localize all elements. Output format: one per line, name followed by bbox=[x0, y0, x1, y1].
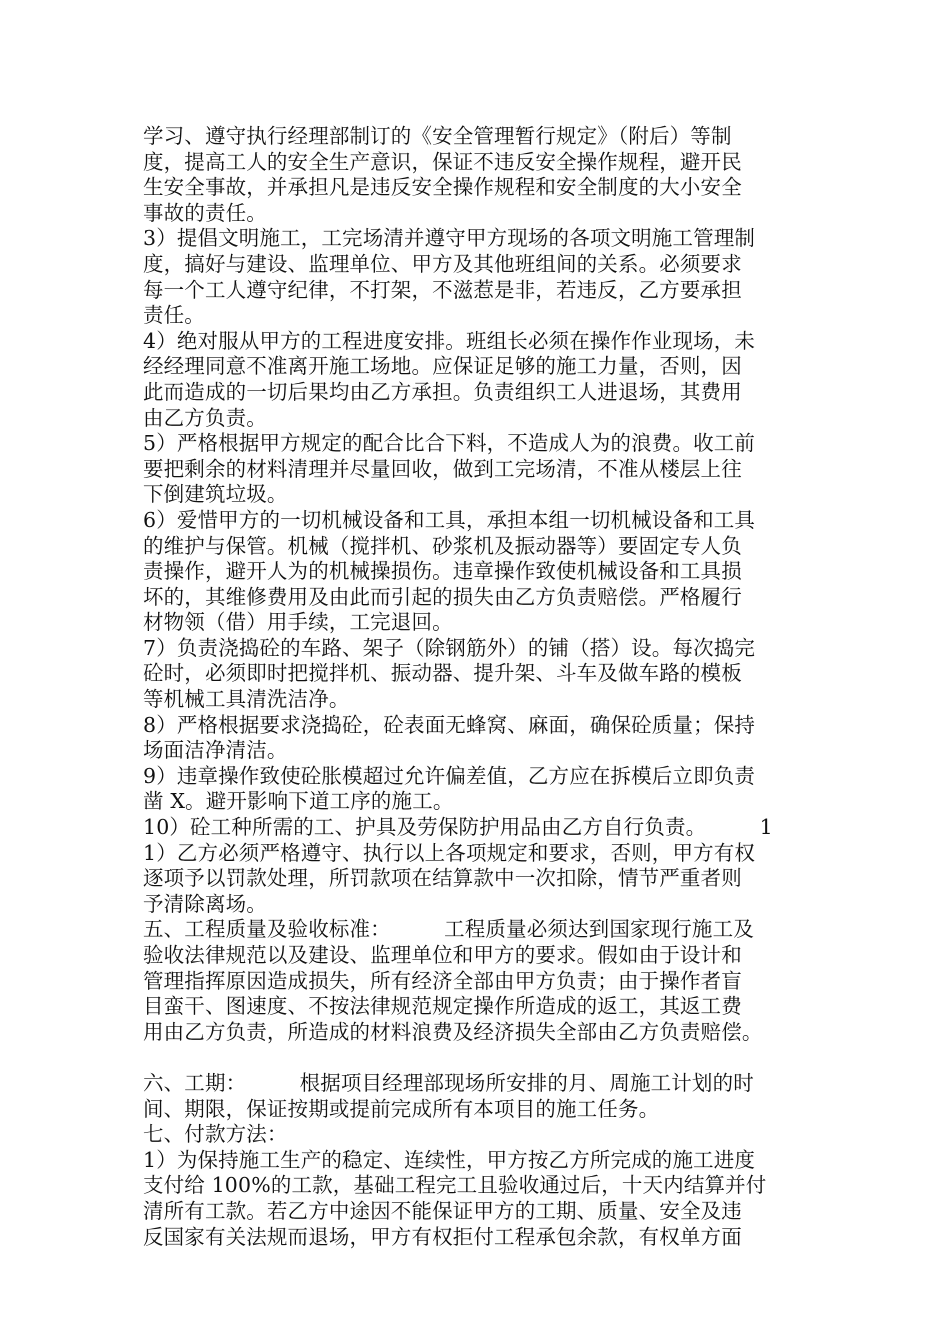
text-line: 反国家有关法规而退场，甲方有权拒付工程承包余款，有权单方面 bbox=[143, 1224, 742, 1249]
text-line: 6）爱惜甲方的一切机械设备和工具，承担本组一切机械设备和工具 bbox=[143, 507, 756, 532]
document-body bbox=[143, 124, 823, 1250]
text-line: 要把剩余的材料清理并尽量回收，做到工完场清，不准从楼层上往 bbox=[143, 456, 742, 481]
text-line: 目蛮干、图速度、不按法律规范规定操作所造成的返工，其返工费 bbox=[143, 994, 742, 1019]
text-line: 管理指挥原因造成损失，所有经济全部由甲方负责；由于操作者盲 bbox=[143, 968, 742, 993]
text-line: 间、期限，保证按期或提前完成所有本项目的施工任务。 bbox=[143, 1096, 660, 1121]
text-line: 七、付款方法： bbox=[143, 1122, 288, 1147]
text-line: 逐项予以罚款处理，所罚款项在结算款中一次扣除，情节严重者则 bbox=[143, 866, 742, 891]
text-line: 事故的责任。 bbox=[143, 200, 267, 225]
text-line: 学习、遵守执行经理部制订的《安全管理暂行规定》（附后）等制 bbox=[143, 124, 732, 148]
text-line: 经经理同意不准离开施工场地。应保证足够的施工力量，否则，因 bbox=[143, 354, 742, 379]
text-line: 由乙方负责。 bbox=[143, 405, 267, 430]
blank-line bbox=[143, 1045, 823, 1071]
text-line: 责操作，避开人为的机械操损伤。违章操作致使机械设备和工具损 bbox=[143, 559, 742, 584]
text-line: 责任。 bbox=[143, 303, 205, 328]
text-line: 用由乙方负责，所造成的材料浪费及经济损失全部由乙方负责赔偿。 bbox=[143, 1019, 763, 1044]
text-line: 此而造成的一切后果均由乙方承担。负责组织工人进退场，其费用 bbox=[143, 379, 742, 404]
text-line: 五、工程质量及验收标准： 工程质量必须达到国家现行施工及 bbox=[143, 917, 754, 942]
text-line: 3）提倡文明施工，工完场清并遵守甲方现场的各项文明施工管理制 bbox=[143, 226, 756, 251]
text-line: 支付给 100%的工款，基础工程完工且验收通过后，十天内结算并付 bbox=[143, 1173, 767, 1198]
text-line: 1）乙方必须严格遵守、执行以上各项规定和要求，否则，甲方有权 bbox=[143, 840, 756, 865]
text-line: 砼时，必须即时把搅拌机、振动器、提升架、斗车及做车路的模板 bbox=[143, 661, 742, 686]
text-line: 六、工期： 根据项目经理部现场所安排的月、周施工计划的时 bbox=[143, 1070, 754, 1095]
text-line: 生安全事故，并承担凡是违反安全操作规程和安全制度的大小安全 bbox=[143, 175, 742, 200]
text-line: 验收法律规范以及建设、监理单位和甲方的要求。假如由于设计和 bbox=[143, 943, 742, 967]
text-line: 8）严格根据要求浇捣砼，砼表面无蜂窝、麻面，确保砼质量；保持 bbox=[143, 712, 756, 737]
text-line: 场面洁净清洁。 bbox=[143, 738, 288, 763]
text-line: 度，提高工人的安全生产意识，保证不违反安全操作规程，避开民 bbox=[143, 149, 742, 174]
text-line: 9）违章操作致使砼胀模超过允许偏差值，乙方应在拆模后立即负责 bbox=[143, 763, 756, 788]
text-line: 1）为保持施工生产的稳定、连续性，甲方按乙方所完成的施工进度 bbox=[143, 1147, 756, 1172]
text-line: 的维护与保管。机械（搅拌机、砂浆机及振动器等）要固定专人负 bbox=[143, 533, 742, 558]
text-line: 材物领（借）用手续，工完退回。 bbox=[143, 610, 453, 635]
text-line: 下倒建筑垃圾。 bbox=[143, 482, 288, 507]
text-line: 每一个工人遵守纪律，不打架，不滋惹是非，若违反，乙方要承担 bbox=[143, 277, 742, 302]
text-line: 凿 X。避开影响下道工序的施工。 bbox=[143, 789, 454, 814]
text-line: 7）负责浇捣砼的车路、架子（除钢筋外）的铺（搭）设。每次捣完 bbox=[143, 635, 756, 660]
text-line: 予清除离场。 bbox=[143, 891, 267, 916]
text-line: 坏的，其维修费用及由此而引起的损失由乙方负责赔偿。严格履行 bbox=[143, 584, 742, 609]
text-line: 5）严格根据甲方规定的配合比合下料，不造成人为的浪费。收工前 bbox=[143, 431, 756, 456]
text-line: 10）砼工种所需的工、护具及劳保防护用品由乙方自行负责。 1 bbox=[143, 815, 773, 840]
text-line: 4）绝对服从甲方的工程进度安排。班组长必须在操作作业现场，未 bbox=[143, 328, 756, 353]
text-line: 度，搞好与建设、监理单位、甲方及其他班组间的关系。必须要求 bbox=[143, 251, 742, 276]
text-line: 清所有工款。若乙方中途因不能保证甲方的工期、质量、安全及违 bbox=[143, 1198, 742, 1223]
text-line: 等机械工具清洗洁净。 bbox=[143, 687, 350, 712]
